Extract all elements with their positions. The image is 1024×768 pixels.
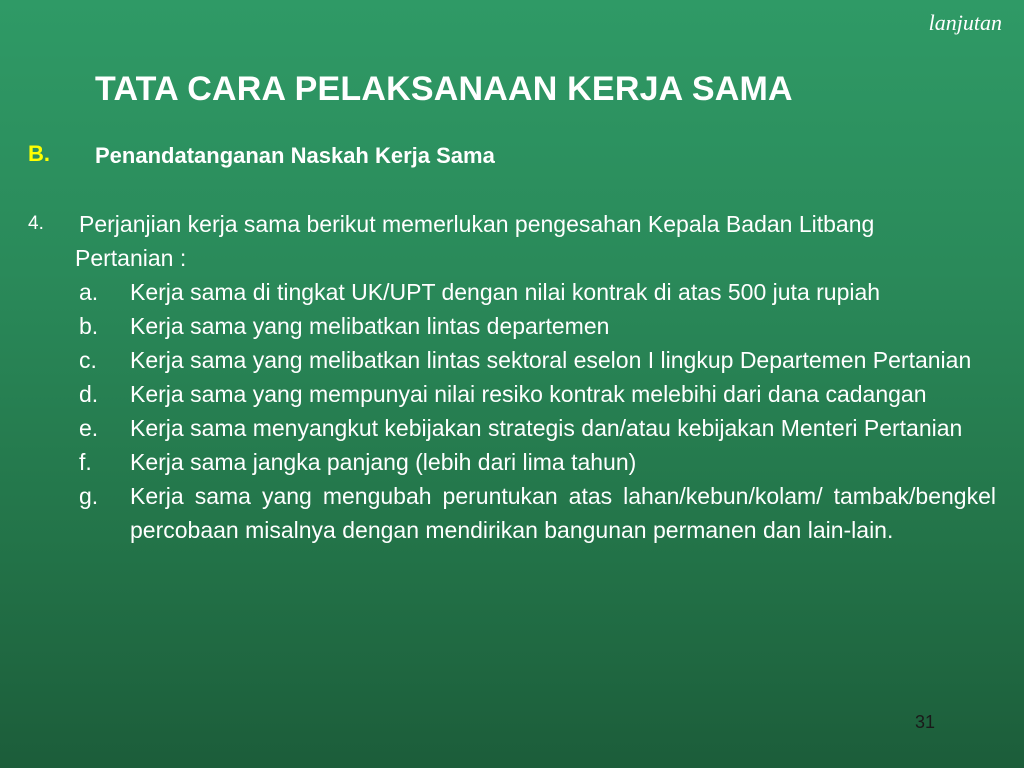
slide-title: TATA CARA PELAKSANAAN KERJA SAMA [95, 70, 793, 108]
sub-item-letter: g. [79, 483, 99, 509]
slide-content [28, 207, 996, 547]
list-item [28, 411, 996, 445]
sub-item-text: Kerja sama di tingkat UK/UPT dengan nilai kontrak di atas 500 juta rupiah [130, 279, 881, 305]
sub-item-text: Kerja sama menyangkut kebijakan strategis dan/atau kebijakan Menteri Pertanian [130, 415, 963, 441]
sub-item-letter: e. [79, 415, 99, 441]
sub-item-letter: c. [79, 347, 97, 373]
sub-item-letter: d. [79, 381, 99, 407]
sub-item-letter: f. [79, 449, 92, 475]
sub-item-text: Kerja sama yang melibatkan lintas departemen [130, 313, 610, 339]
list-item [28, 479, 996, 547]
list-item [28, 207, 996, 241]
sub-item-letter: a. [79, 279, 99, 305]
sub-item-text: Kerja sama yang melibatkan lintas sektoral eselon I lingkup Departemen Pertanian [130, 347, 972, 373]
sub-item-text: Kerja sama jangka panjang (lebih dari lima tahun) [130, 449, 637, 475]
list-item [28, 309, 996, 343]
list-item [28, 343, 996, 377]
section-title: Penandatanganan Naskah Kerja Sama [95, 143, 495, 168]
page-number: 31 [915, 712, 936, 732]
item-subhead: Pertanian : [75, 245, 187, 271]
section-letter: B. [28, 141, 50, 166]
sub-item-text: Kerja sama yang mengubah peruntukan atas lahan/kebun/kolam/ tambak/bengkel percobaan misalnya dengan mendirikan bangunan permanen dan lain-lain. [130, 483, 996, 543]
sub-item-letter: b. [79, 313, 99, 339]
continued-label: lanjutan [928, 10, 1002, 35]
list-item [28, 275, 996, 309]
list-item [28, 445, 996, 479]
sub-list [28, 275, 996, 547]
list-item [28, 377, 996, 411]
item-text: Perjanjian kerja sama berikut memerlukan pengesahan Kepala Badan Litbang [79, 211, 875, 237]
item-number: 4. [28, 213, 44, 234]
sub-item-text: Kerja sama yang mempunyai nilai resiko kontrak melebihi dari dana cadangan [130, 381, 927, 407]
